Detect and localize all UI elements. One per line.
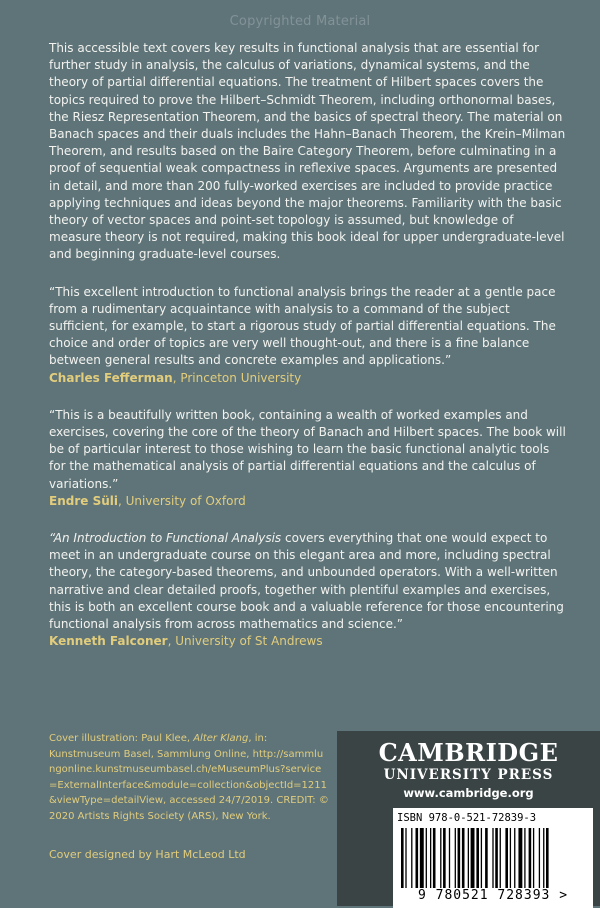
publisher-panel <box>337 731 600 906</box>
reviewer-institution-1: , Princeton University <box>172 370 302 385</box>
cover-designer: Cover designed by Hart McLeod Ltd <box>49 848 246 861</box>
reviewer-name-1: Charles Fefferman <box>49 370 173 385</box>
reviewer-name-2: Endre Süli <box>49 493 118 508</box>
publisher-url: www.cambridge.org <box>403 786 534 800</box>
watermark: Copyrighted Material <box>229 14 371 29</box>
review-quote-3 <box>49 530 569 633</box>
isbn-label: ISBN 978-0-521-72839-3 <box>397 812 537 824</box>
book-title-italic: “An Introduction to Functional Analysis <box>49 531 282 546</box>
barcode-bars-icon <box>401 828 585 888</box>
artwork-title: Alter Klang <box>193 733 249 744</box>
review-quote-3-text: covers everything that one would expect to meet in an undergraduate course on this elegant area and more, including spectral theory, the category-based theorems, and unbounded operators. With a well-written narrative and clear detailed proofs, together with plentiful examples and exercises, this is both an excellent course book and a valuable reference for those encountering functional analysis from across mathematics and science.” <box>49 531 564 632</box>
publisher-press: UNIVERSITY PRESS <box>383 767 554 783</box>
reviewer-institution-2: , University of Oxford <box>117 493 246 508</box>
review-quote-2: “This is a beautifully written book, containing a wealth of worked examples and exercises, covering the core of the theory of Banach and Hilbert spaces. The book will be of particular interest to those wishing to learn the basic functional analytic tools for the mathematical analysis of partial differential equations and the calculus of variations.” <box>49 407 566 491</box>
credit-line1-post: , in: <box>248 733 268 744</box>
review-attribution-1 <box>49 370 569 387</box>
reviewer-name-3: Kenneth Falconer <box>49 634 168 649</box>
review-quote-1: “This excellent introduction to functional analysis brings the reader at a gentle pace from a rudimentary acquaintance with analysis to a command of the subject sufficient, for example, to start a rigorous study of partial differential equations. The choice and order of topics are very well thought-out, and there is a fine balance between general results and concrete examples and applications.” <box>49 284 556 368</box>
barcode <box>393 808 593 908</box>
credit-line1-pre: Cover illustration: Paul Klee, <box>49 733 194 744</box>
credit-details: Kunstmuseum Basel, Sammlung Online, http://sammlungonline.kunstmuseumbasel.ch/eMuseumPlus?service=ExternalInterface&module=collection&objectId=1211&viewType=detailView, accessed 24/7/2019. CREDIT: © 2020 Artists Rights Society (ARS), New York. <box>49 748 329 822</box>
reviewer-institution-3: , University of St Andrews <box>167 634 323 649</box>
review-attribution-2 <box>49 493 569 510</box>
publisher-name: CAMBRIDGE <box>378 738 559 767</box>
barcode-digits: 9 780521 728393 > <box>417 888 569 903</box>
cover-credits <box>49 731 329 825</box>
back-cover-text <box>49 40 569 651</box>
review-attribution-3 <box>49 633 569 650</box>
book-description: This accessible text covers key results in functional analysis that are essential for further study in analysis, the calculus of variations, dynamical systems, and the theory of partial differential equations. The treatment of Hilbert spaces covers the topics required to prove the Hilbert–Schmidt Theorem, including orthonormal bases, the Riesz Representation Theorem, and the basics of spectral theory. The material on Banach spaces and their duals includes the Hahn–Banach Theorem, the Krein–Milman Theorem, and results based on the Baire Category Theorem, before culminating in a proof of sequential weak compactness in reflexive spaces. Arguments are presented in detail, and more than 200 fully-worked exercises are included to provide practice applying techniques and ideas beyond the major theorems. Familiarity with the basic theory of vector spaces and point-set topology is assumed, but knowledge of measure theory is not required, making this book ideal for upper undergraduate-level and beginning graduate-level courses. <box>49 41 566 262</box>
